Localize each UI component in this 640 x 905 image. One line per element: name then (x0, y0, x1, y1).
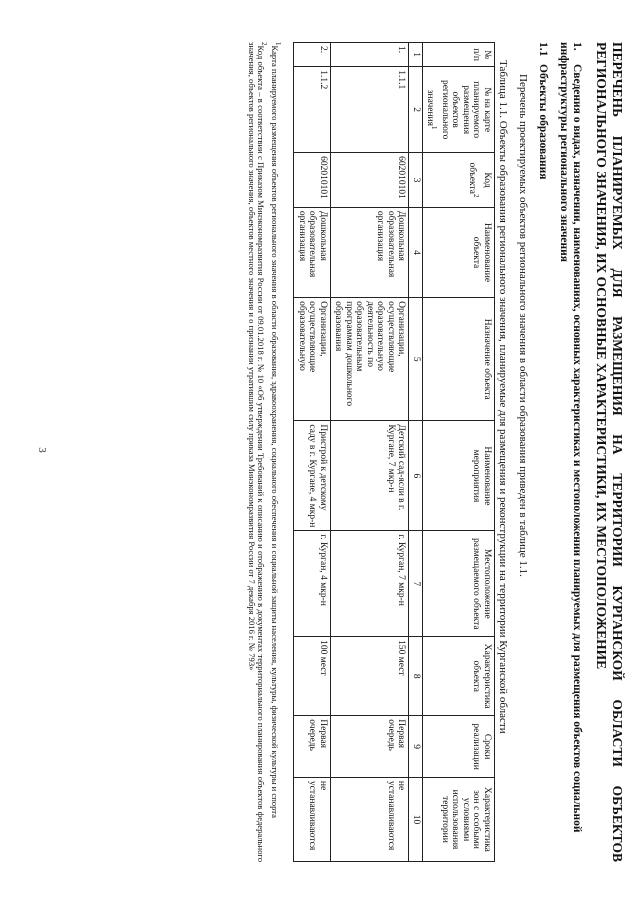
cell-index: 1. (330, 43, 409, 67)
cell-location: г. Курган, 4 мкр-н (294, 531, 331, 637)
footnote-1-text: Карта планируемого размещения объектов регионального значения в области образования, здравоохранения, социального обеспечения и социальной защиты населения, культуры, физической культуры и спорта (270, 45, 281, 818)
cell-index: 2. (294, 43, 331, 67)
col-number: 4 (409, 207, 423, 297)
cell-characteristic: 100 мест (294, 637, 331, 716)
cell-code: 602010101 (294, 153, 331, 208)
footnote-1 (270, 42, 283, 862)
col-number: 2 (409, 67, 423, 153)
document-page (65, 42, 625, 862)
cell-purpose: Организации, осуществляющие образовательную деятельность по образовательным программам дошкольного образования (330, 298, 409, 421)
col-number: 1 (409, 43, 423, 67)
col-number: 9 (409, 716, 423, 778)
header-index: № п/п (422, 43, 494, 67)
education-objects-table (293, 42, 495, 862)
col-number: 6 (409, 421, 423, 531)
header-location: Местоположение размещаемого объекта (422, 531, 494, 637)
header-characteristic: Характеристика объекта (422, 637, 494, 716)
header-name: Наименование объекта (422, 207, 494, 297)
footnote-ref-1: 1 (430, 126, 439, 130)
footnote-ref-2: 2 (472, 193, 481, 198)
footnote-2 (247, 42, 270, 862)
header-map-number (422, 67, 494, 153)
header-map-number-text: № на карте планируемого размещения объектов регионального значения (425, 79, 492, 140)
header-term: Сроки реализации (422, 716, 494, 778)
cell-event: Пристрой к детскому саду в г. Кургане, 4 мкр-н (294, 421, 331, 531)
cell-term: Первая очередь (294, 716, 331, 778)
cell-characteristic: 150 мест (330, 637, 409, 716)
footnote-1-mark: 1 (274, 42, 283, 46)
cell-location: г. Курган, 7 мкр-н (330, 531, 409, 637)
cell-map-number: 1.1.1 (330, 67, 409, 153)
footnote-2-mark: 2 (260, 42, 269, 46)
section-1-text: Сведения о видах, назначении, наименованиях, основных характеристиках и местоположении планируемых для размещения объектов социальной инфраструктуры регионального значения (558, 42, 583, 833)
col-number: 5 (409, 298, 423, 421)
cell-purpose: Организации, осуществляющие образовательную (294, 298, 331, 421)
section-1-1-heading (537, 42, 549, 862)
header-zones: Характеристика зон с особыми условиями использования территории (422, 777, 494, 861)
cell-event: Детский сад-ясли в г. Кургане, 7 мкр-н (330, 421, 409, 531)
document-title: ПЕРЕЧЕНЬ ПЛАНИРУЕМЫХ ДЛЯ РАЗМЕЩЕНИЯ НА ТЕРРИТОРИИ КУРГАНСКОЙ ОБЛАСТИ ОБЪЕКТОВ РЕГИОНАЛЬНОГО ЗНАЧЕНИЯ, ИХ ОСНОВНЫЕ ХАРАКТЕРИСТИКИ, ИХ МЕСТОПОЛОЖЕНИЕ (594, 42, 625, 862)
cell-term: Первая очередь (330, 716, 409, 778)
footnote-2-text: Код объекта – в соответствии с Приказом Минэкономразвития России от 09.01.2018 г. № 10 «Об утверждении Требований к описанию и отображению в документах территориального планирования объектов федерального значения, объектов регионального значения, объектов местного значения и о признании утратившим силу приказа Минэкономразвития России от 7 декабря 2016 г. № 793» (246, 42, 267, 862)
col-number: 3 (409, 153, 423, 208)
column-number-row (409, 43, 423, 862)
cell-map-number: 1.1.2 (294, 67, 331, 153)
cell-name: Дошкольная образовательная организация (294, 207, 331, 297)
section-1-1-number: 1.1 (537, 42, 549, 57)
cell-name: Дошкольная образовательная организация (330, 207, 409, 297)
intro-paragraph: Перечень проектируемых объектов регионального значения в области образования приведен в таблице 1.1. (517, 74, 529, 577)
col-number: 7 (409, 531, 423, 637)
table-caption: Таблица 1.1. Объекты образования регионального значения, планируемые для размещения и реконструкции на территории Курганской области (497, 60, 509, 734)
header-event: Наименование мероприятия (422, 421, 494, 531)
header-code (422, 153, 494, 208)
header-code-text: Код объекта (467, 162, 492, 194)
cell-zones: не устанавливаются (294, 777, 331, 861)
footnotes (247, 42, 284, 862)
section-1-heading (557, 42, 583, 862)
table-header-row (422, 43, 494, 862)
page-number: 3 (36, 447, 48, 453)
cell-zones: не устанавливаются (330, 777, 409, 861)
table-row (330, 43, 409, 862)
section-1-1-text: Объекты образования (537, 64, 549, 180)
section-1-number: 1. (571, 42, 583, 51)
header-purpose: Назначение объекта (422, 298, 494, 421)
table-row (294, 43, 331, 862)
col-number: 8 (409, 637, 423, 716)
col-number: 10 (409, 777, 423, 861)
cell-code: 602010101 (330, 153, 409, 208)
